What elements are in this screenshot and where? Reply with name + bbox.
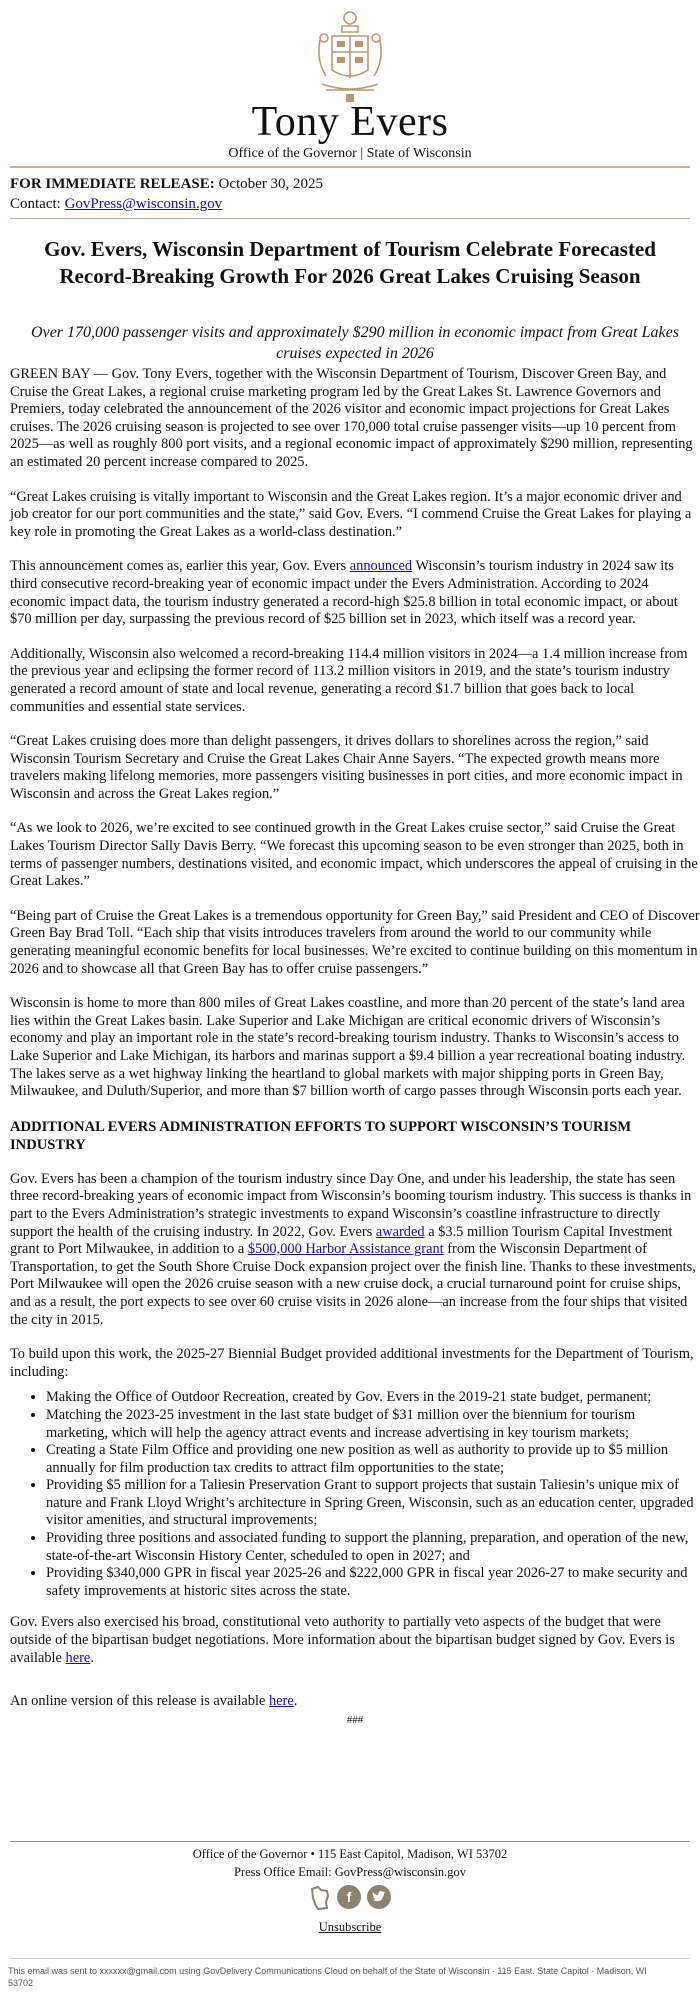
- facebook-icon[interactable]: f: [337, 1885, 361, 1909]
- investment-list: [10, 1389, 700, 1600]
- legal-divider: [10, 1958, 690, 1959]
- harbor-grant-link[interactable]: $500,000 Harbor Assistance grant: [247, 1241, 444, 1258]
- list-item: • Creating a State Film Office and providing one new position as well as authority to provide up to $5 million annually for film production tax credits to attract film opportunities to the state;: [46, 1442, 700, 1477]
- text: This announcement comes as, earlier this year, Gov. Evers: [10, 558, 350, 575]
- contact-line: [10, 194, 690, 214]
- footer-divider: [10, 1841, 690, 1842]
- text: An online version of this release is available: [10, 1693, 269, 1710]
- text: a $3.5 million Tourism Capital Investment grant to Port Milwaukee, in addition to a: [10, 1223, 673, 1258]
- legal-notice: This email was sent to xxxxxx@gmail.com using GovDelivery Communications Cloud on behalf of the State of Wisconsin · 115 East. State Capitol · Madison, WI 53702: [8, 1966, 647, 1988]
- release-label: FOR IMMEDIATE RELEASE:: [10, 176, 215, 192]
- paragraph: [10, 1171, 700, 1329]
- text: Wisconsin’s tourism industry in 2024 saw its third consecutive record-breaking year of economic impact under the Evers Administration. According to 2024 economic impact data, the tourism industry generated a record-high $25.8 billion in total economic impact, or about $70 million per day, surpassing the previous record of $25 billion set in 2023, which itself was a record year.: [10, 558, 678, 628]
- office-name: Office of the Governor: [228, 146, 357, 161]
- separator: |: [360, 146, 364, 161]
- state-seal-icon: [312, 6, 388, 106]
- paragraph: “Great Lakes cruising does more than delight passengers, it drives dollars to shorelines across the region,” said Wisconsin Tourism Secretary and Cruise the Great Lakes Chair Anne Sayers. “The expected growth means more travelers making lifelong memories, more passengers visiting businesses in port cities, and more economic impact in Wisconsin and across the Great Lakes region.”: [10, 733, 683, 802]
- meta-divider: [10, 218, 690, 219]
- release-meta: [10, 174, 690, 214]
- release-date-line: [10, 174, 690, 194]
- press-release-subtitle: Over 170,000 passenger visits and approximately $290 million in economic impact from Great Lakes cruises expected in 2026: [31, 324, 679, 362]
- header-divider: [10, 166, 690, 168]
- letterhead: [0, 0, 700, 165]
- paragraph: [10, 1614, 700, 1667]
- release-body: [10, 366, 700, 1727]
- contact-email-link[interactable]: GovPress@wisconsin.gov: [64, 196, 223, 212]
- list-item: • Matching the 2023-25 investment in the last state budget of $31 million over the biennium for tourism marketing, which will help the agency attract events and increase advertising in key tourism markets;: [46, 1407, 700, 1442]
- press-release-title: Gov. Evers, Wisconsin Department of Tourism Celebrate Forecasted Record-Breaking Growth For 2026 Great Lakes Cruising Season: [44, 237, 656, 288]
- paragraph: To build upon this work, the 2025-27 Biennial Budget provided additional investments for the Department of Tourism, including:: [10, 1346, 694, 1380]
- list-item: • Making the Office of Outdoor Recreation, created by Gov. Evers in the 2019-21 state budget, permanent;: [46, 1389, 700, 1407]
- announced-link[interactable]: announced: [349, 558, 413, 575]
- paragraph: “As we look to 2026, we’re excited to see continued growth in the Great Lakes cruise sector,” said Cruise the Great Lakes Tourism Director Sally Davis Berry. “We forecast this upcoming season to be even stronger than 2025, both in terms of passenger numbers, destinations visited, and economic impact, which underscores the appeal of cruising in the Great Lakes.”: [10, 820, 698, 890]
- footer-press-email: Press Office Email: GovPress@wisconsin.gov: [233, 1865, 467, 1879]
- end-mark: ###: [346, 1713, 364, 1726]
- awarded-link[interactable]: awarded: [375, 1223, 425, 1240]
- paragraph: [10, 558, 700, 628]
- section-heading: ADDITIONAL EVERS ADMINISTRATION EFFORTS TO SUPPORT WISCONSIN’S TOURISM INDUSTRY: [10, 1118, 632, 1153]
- twitter-icon[interactable]: [367, 1885, 391, 1909]
- unsubscribe-link[interactable]: Unsubscribe: [318, 1920, 382, 1934]
- office-line: [0, 146, 700, 162]
- list-item: • Providing $5 million for a Taliesin Preservation Grant to support projects that sustain Taliesin’s unique mix of nature and Frank Lloyd Wright’s architecture in Spring Green, Wisconsin, such as an education center, upgraded visitor amenities, and structural improvements;: [46, 1477, 700, 1530]
- list-item: • Providing three positions and associated funding to support the planning, preparation, and operation of the new, state-of-the-art Wisconsin History Center, scheduled to open in 2027; and: [46, 1530, 700, 1565]
- text: Gov. Evers has been a champion of the tourism industry since Day One, and under his leadership, the state has seen three record-breaking years of economic impact from Wisconsin’s booming tourism industry. This success is thanks in part to the Evers Administration’s strategic investments to expand Wisconsin’s coastline infrastructure to directly support the health of the cruising industry. In 2022, Gov. Evers: [10, 1170, 692, 1240]
- online-version-link[interactable]: here: [268, 1693, 294, 1710]
- wisconsin-map-icon[interactable]: [309, 1885, 331, 1911]
- paragraph: [10, 1693, 700, 1711]
- contact-label: Contact:: [10, 196, 61, 212]
- text: .: [90, 1649, 94, 1666]
- text: Gov. Evers also exercised his broad, constitutional veto authority to partially veto aspects of the budget that were outside of the bipartisan budget negotiations. More information about the bipartisan budget signed by Gov. Evers is available: [10, 1614, 675, 1666]
- release-date: October 30, 2025: [218, 176, 324, 192]
- footer-address: Office of the Governor • 115 East Capitol, Madison, WI 53702: [192, 1847, 508, 1861]
- text: from the Wisconsin Department of Transportation, to get the South Shore Cruise Dock expansion project over the finish line. Thanks to these investments, Port Milwaukee will open the 2026 cruise season with a new cruise dock, a crucial turnaround point for cruise ships, and as a result, the port expects to see over 60 cruise visits in 2026 alone—an increase from the four ships that visited the city in 2015.: [10, 1241, 696, 1328]
- paragraph: GREEN BAY — Gov. Tony Evers, together with the Wisconsin Department of Tourism, Discover Green Bay, and Cruise the Great Lakes, a regional cruise marketing program led by the Great Lakes St. Lawrence Governors and Premiers, today celebrated the announcement of the 2026 visitor and economic impact projections for Great Lakes cruises. The 2026 cruising season is projected to see over 170,000 total cruise passenger visits—up 10 percent from 2025—as well as roughly 800 port visits, and a regional economic impact of approximately $290 million, representing an estimated 20 percent increase compared to 2025.: [10, 366, 693, 470]
- list-item: • Providing $340,000 GPR in fiscal year 2025-26 and $222,000 GPR in fiscal year 2026-27 to make security and safety improvements at historic sites across the state.: [46, 1565, 700, 1600]
- paragraph: Additionally, Wisconsin also welcomed a record-breaking 114.4 million visitors in 2024—a 1.4 million increase from the previous year and eclipsing the former record of 113.2 million visitors in 2019, and the state’s tourism industry generated a record amount of state and local revenue, generating a record $1.7 billion that goes back to local communities and essential state services.: [10, 645, 688, 715]
- state-name: State of Wisconsin: [366, 146, 472, 161]
- footer: [0, 1845, 700, 1936]
- paragraph: “Being part of Cruise the Great Lakes is a tremendous opportunity for Green Bay,” said President and CEO of Discover Green Bay Brad Toll. “Each ship that visits introduces travelers from around the world to our community while generating meaningful economic benefits for local businesses. We’re excited to continue building on this momentum in 2026 and to showcase all that Green Bay has to offer cruise passengers.”: [10, 907, 700, 977]
- paragraph: “Great Lakes cruising is vitally important to Wisconsin and the Great Lakes region. It’s a major economic driver and job creator for our port communities and the state,” said Gov. Evers. “I commend Cruise the Great Lakes for playing a key role in promoting the Great Lakes as a world-class destination.”: [10, 488, 692, 540]
- budget-link[interactable]: here: [65, 1649, 91, 1666]
- social-links: [309, 1885, 391, 1911]
- governor-name: Tony Evers: [251, 99, 449, 145]
- text: .: [293, 1693, 298, 1710]
- paragraph: Wisconsin is home to more than 800 miles of Great Lakes coastline, and more than 20 percent of the state’s land area lies within the Great Lakes basin. Lake Superior and Lake Michigan are critical economic drivers of Wisconsin’s economy and play an important role in the state’s record-breaking tourism industry. Thanks to Wisconsin’s access to Lake Superior and Lake Michigan, its harbors and marinas support a $9.4 billion a year recreational boating industry. The lakes serve as a wet highway linking the heartland to global markets with major shipping ports in Green Bay, Milwaukee, and Duluth/Superior, and more than $7 billion worth of cargo passes through Wisconsin ports each year.: [10, 995, 686, 1100]
